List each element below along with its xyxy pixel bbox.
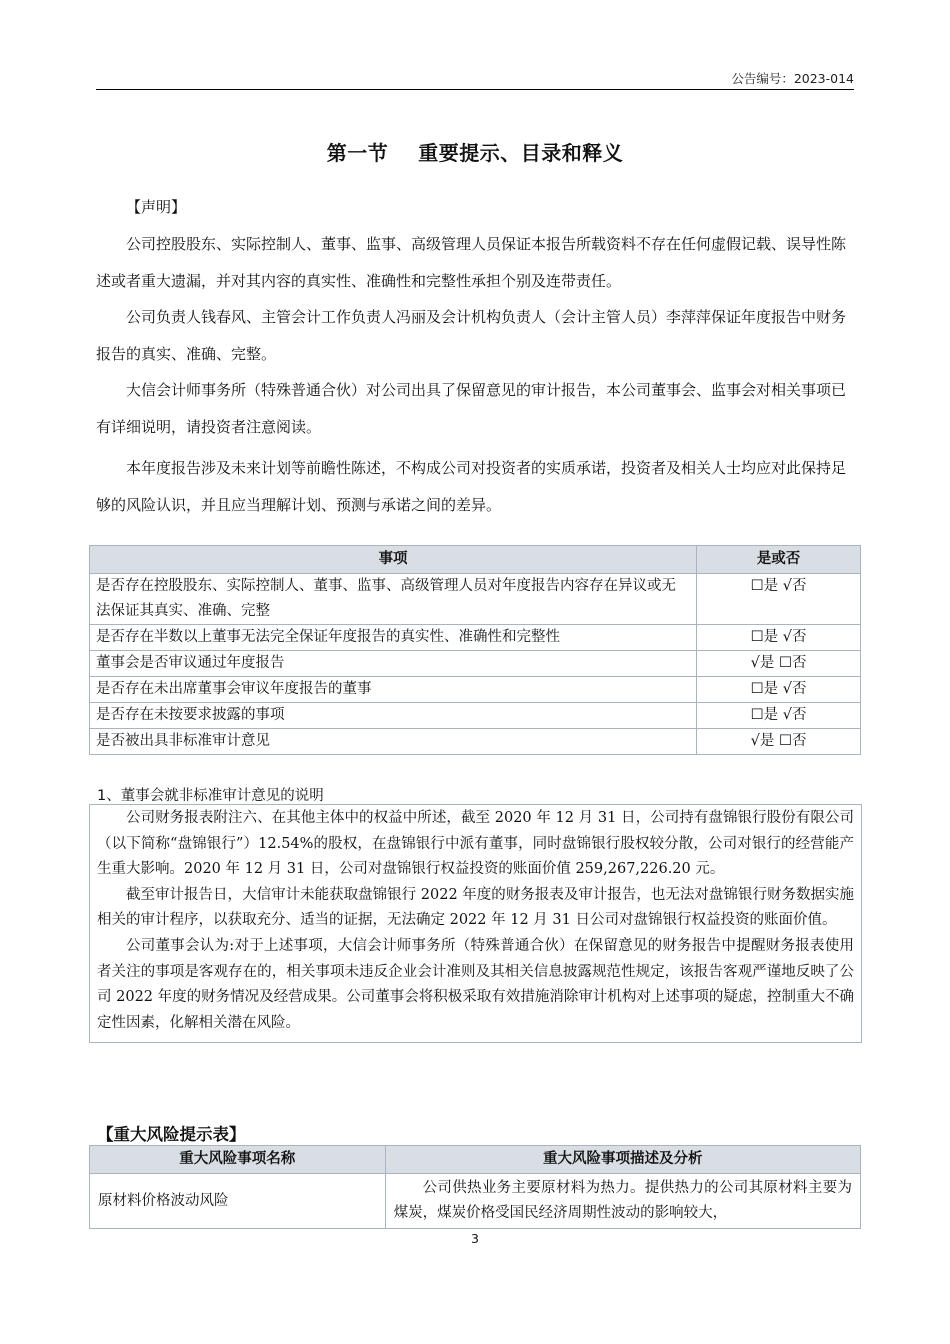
table-row: [90, 729, 861, 755]
yes-no-answer: ☐是 √否: [697, 625, 861, 651]
header-divider: [96, 89, 854, 90]
yes-no-answer: ☐是 √否: [697, 574, 861, 625]
yes-no-answer: √是 ☐否: [697, 729, 861, 755]
disclosure-items-table: [89, 545, 861, 755]
item-text: 董事会是否审议通过年度报告: [90, 651, 697, 677]
audit-note-heading: 1、董事会就非标准审计意见的说明: [97, 788, 324, 804]
table-header-row: [90, 546, 861, 574]
column-header-risk-name: 重大风险事项名称: [90, 1146, 386, 1174]
column-header-yes-no: 是或否: [697, 546, 861, 574]
risk-description: 公司供热业务主要原材料为热力。提供热力的公司其原材料主要为煤炭，煤炭价格受国民经济周期性波动的影响较大，: [385, 1174, 860, 1229]
table-header-row: [90, 1146, 861, 1174]
audit-note-paragraph: 公司财务报表附注六、在其他主体中的权益中所述，截至 2020 年 12 月 31 日，公司持有盘锦银行股份有限公司（以下简称“盘锦银行”）12.54%的股权，在盘锦银行中派有董事，同时盘锦银行股权较分散，公司对银行的经营能产生重大影响。2020 年 12 月 31 日，公司对盘锦银行权益投资的账面价值 259,267,226.20 元。: [97, 810, 854, 878]
risk-name: 原材料价格波动风险: [90, 1174, 386, 1229]
section-title: [0, 137, 950, 166]
item-text: 是否被出具非标准审计意见: [90, 729, 697, 755]
statement-paragraph: 公司控股股东、实际控制人、董事、监事、高级管理人员保证本报告所载资料不存在任何虚假记载、误导性陈述或者重大遗漏，并对其内容的真实性、准确性和完整性承担个别及连带责任。: [96, 235, 847, 290]
statement-paragraph: 大信会计师事务所（特殊普通合伙）对公司出具了保留意见的审计报告，本公司董事会、监事会对相关事项已有详细说明，请投资者注意阅读。: [96, 381, 847, 436]
item-text: 是否存在未按要求披露的事项: [90, 703, 697, 729]
page-number: 3: [471, 1231, 479, 1246]
yes-no-answer: ☐是 √否: [697, 703, 861, 729]
column-header-item: 事项: [90, 546, 697, 574]
audit-note-box: [89, 804, 862, 1043]
statement-paragraph: 本年度报告涉及未来计划等前瞻性陈述，不构成公司对投资者的实质承诺，投资者及相关人士均应对此保持足够的风险认识，并且应当理解计划、预测与承诺之间的差异。: [96, 459, 847, 514]
announcement-code: 公告编号：2023-014: [731, 71, 854, 86]
yes-no-answer: ☐是 √否: [697, 677, 861, 703]
item-text: 是否存在控股股东、实际控制人、董事、监事、高级管理人员对年度报告内容存在异议或无法保证其真实、准确、完整: [90, 574, 697, 625]
section-heading: 重要提示、目录和释义: [418, 141, 624, 165]
statement-label: 【声明】: [126, 198, 187, 216]
item-text: 是否存在未出席董事会审议年度报告的董事: [90, 677, 697, 703]
audit-note-paragraph: 截至审计报告日，大信审计未能获取盘锦银行 2022 年度的财务报表及审计报告，也无法对盘锦银行财务数据实施相关的审计程序，以获取充分、适当的证据，无法确定 2022 年 12 月 31 日公司对盘锦银行权益投资的账面价值。: [97, 886, 854, 929]
audit-note-paragraph: 公司董事会认为:对于上述事项，大信会计师事务所（特殊普通合伙）在保留意见的财务报告中提醒财务报表使用者关注的事项是客观存在的，相关事项未违反企业会计准则及其相关信息披露规范性规定，该报告客观严谨地反映了公司 2022 年度的财务情况及经营成果。公司董事会将积极采取有效措施消除审计机构对上述事项的疑虑，控制重大不确定性因素，化解相关潜在风险。: [97, 937, 854, 1031]
column-header-risk-description: 重大风险事项描述及分析: [385, 1146, 860, 1174]
table-row: [90, 625, 861, 651]
table-row: [90, 574, 861, 625]
statement-paragraph: 公司负责人钱春风、主管会计工作负责人冯丽及会计机构负责人（会计主管人员）李萍萍保证年度报告中财务报告的真实、准确、完整。: [96, 308, 847, 363]
table-row: [90, 1174, 861, 1229]
major-risk-table: [89, 1145, 861, 1229]
item-text: 是否存在半数以上董事无法完全保证年度报告的真实性、准确性和完整性: [90, 625, 697, 651]
yes-no-answer: √是 ☐否: [697, 651, 861, 677]
table-row: [90, 703, 861, 729]
table-row: [90, 651, 861, 677]
table-row: [90, 677, 861, 703]
section-number: 第一节: [326, 141, 389, 165]
risk-table-title: 【重大风险提示表】: [97, 1125, 246, 1144]
